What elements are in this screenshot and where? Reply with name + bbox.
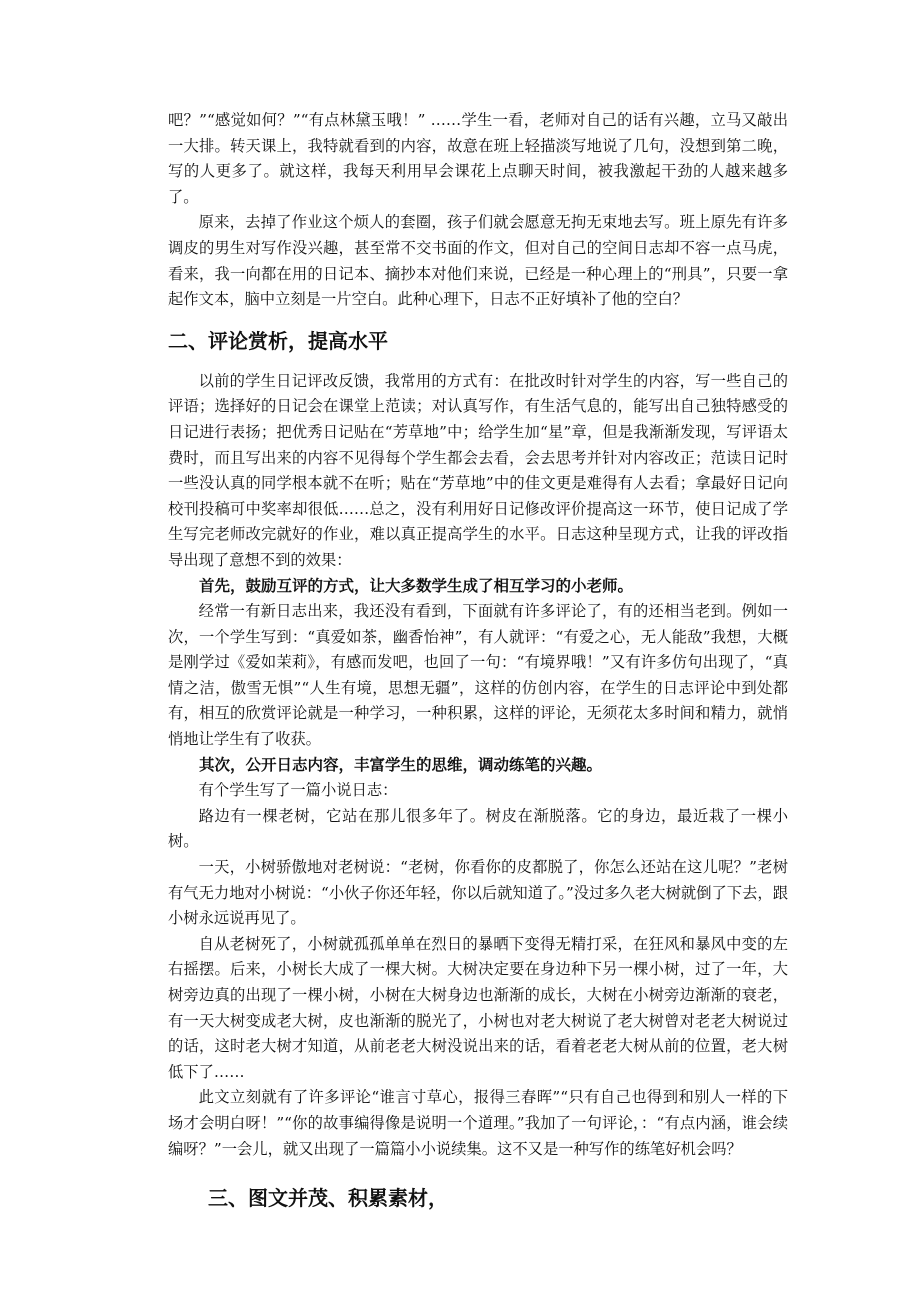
document-page [168, 108, 788, 1212]
paragraph-4: 经常一有新日志出来，我还没有看到，下面就有许多评论了，有的还相当老到。例如一次，一个学生写到：“真爱如茶，幽香怡神”，有人就评：“有爱之心，无人能敌”我想，大概是刚学过《爱如茉莉》，有感而发吧，也回了一句：“有境界哦！”又有许多仿句出现了，“真情之洁，傲雪无惧”“人生有境，思想无疆”，这样的仿创内容，在学生的日志评论中到处都有，相互的欣赏评论就是一种学习，一种积累，这样的评论，无须花太多时间和精力，就悄悄地让学生有了收获。 [168, 602, 788, 749]
section-heading-3: 三、图文并茂、积累素材， [208, 1186, 448, 1211]
paragraph-5: 有个学生写了一篇小说日志： [198, 781, 398, 800]
paragraph-8: 自从老树死了，小树就孤孤单单在烈日的暴晒下变得无精打采，在狂风和暴风中变的左右摇摆。后来，小树长大成了一棵大树。大树决定要在身边种下另一棵小树，过了一年，大树旁边真的出现了一棵小树，小树在大树身边也渐渐的成长，大树在小树旁边渐渐的衰老，有一天大树变成老大树，皮也渐渐的脱光了，小树也对老大树说了老大树曾对老老大树说过的话，这时老大树才知道，从前老老大树没说出来的话，看着老老大树从前的位置，老大树低下了…… [168, 934, 788, 1081]
paragraph-9: 此文立刻就有了许多评论“谁言寸草心，报得三春晖”“只有自己也得到和别人一样的下场才会明白呀！”“你的故事编得像是说明一个道理。”我加了一句评论，：“有点内涵，谁会续编呀？”一会儿，就又出现了一篇篇小小说续集。这不又是一种写作的练笔好机会吗？ [168, 1088, 788, 1158]
bold-point-2: 其次，公开日志内容，丰富学生的思维，调动练笔的兴趣。 [199, 755, 603, 774]
paragraph-7: 一天，小树骄傲地对老树说：“老树，你看你的皮都脱了，你怎么还站在这儿呢？”老树有气无力地对小树说：“小伙子你还年轻，你以后就知道了。”没过多久老大树就倒了下去，跟小树永远说再见了。 [168, 858, 788, 928]
bold-point-1: 首先，鼓励互评的方式，让大多数学生成了相互学习的小老师。 [199, 576, 634, 595]
paragraph-1: 吧？”“感觉如何？”“有点林黛玉哦！” ……学生一看，老师对自己的话有兴趣，立马又敲出一大排。转天课上，我特就看到的内容，故意在班上轻描淡写地说了几句，没想到第二晚，写的人更多了。就这样，我每天利用早会课花上点聊天时间，被我激起干劲的人越来越多了。 [168, 111, 788, 206]
paragraph-2: 原来，去掉了作业这个烦人的套圈，孩子们就会愿意无拘无束地去写。班上原先有许多调皮的男生对写作没兴趣，甚至常不交书面的作文，但对自己的空间日志却不容一点马虎，看来，我一向都在用的日记本、摘抄本对他们来说，已经是一种心理上的“刑具”，只要一拿起作文本，脑中立刻是一片空白。此种心理下，日志不正好填补了他的空白？ [168, 213, 788, 309]
paragraph-3: 以前的学生日记评改反馈，我常用的方式有：在批改时针对学生的内容，写一些自己的评语；选择好的日记会在课堂上范读；对认真写作，有生活气息的，能写出自己独特感受的日记进行表扬；把优秀日记贴在“芳草地”中；给学生加“星”章，但是我渐渐发现，写评语太费时，而且写出来的内容不见得每个学生都会去看，会去思考并针对内容改正；范读日记时一些没认真的同学根本就不在听；贴在“芳草地”中的佳文更是难得有人去看；拿最好日记向校刊投稿可中奖率却很低……总之，没有利用好日记修改评价提高这一环节，使日记成了学生写完老师改完就好的作业，难以真正提高学生的水平。日志这种呈现方式，让我的评改指导出现了意想不到的效果： [168, 371, 788, 569]
paragraph-6: 路边有一棵老树，它站在那儿很多年了。树皮在渐脱落。它的身边，最近栽了一棵小树。 [168, 806, 788, 851]
section-heading-2: 二、评论赏析，提高水平 [168, 328, 388, 353]
